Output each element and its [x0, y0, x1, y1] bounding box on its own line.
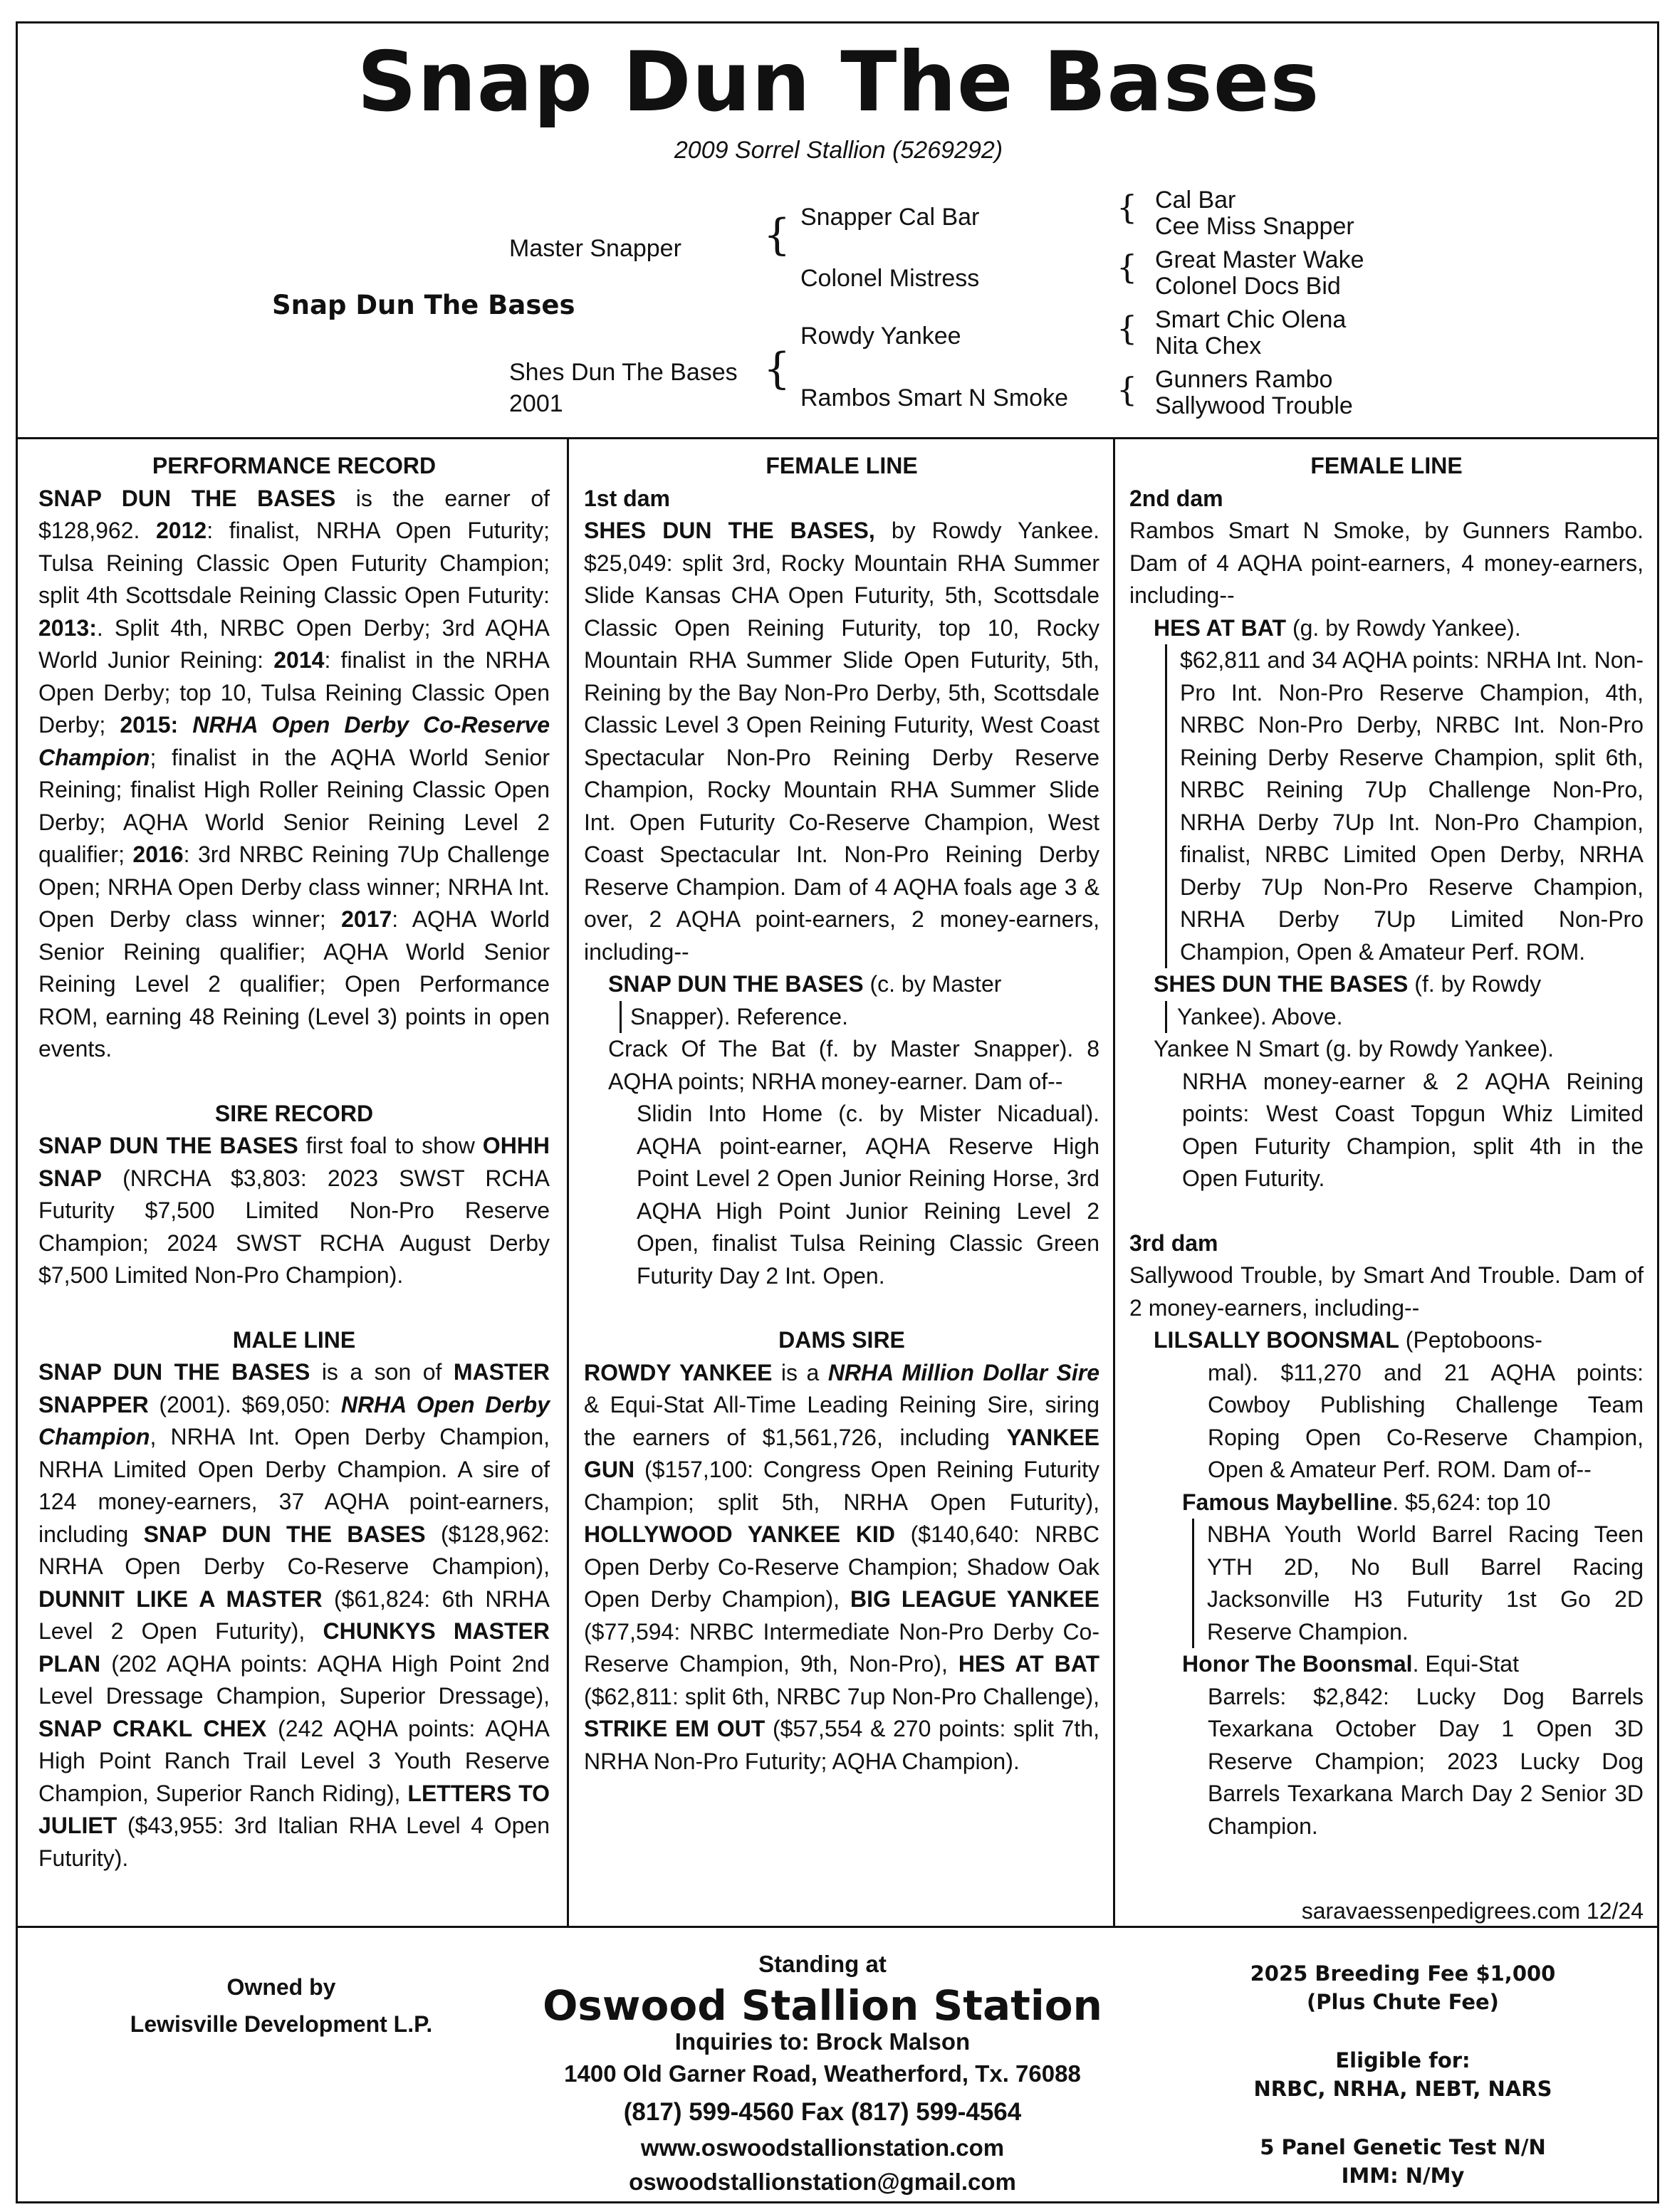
offspring-famous-maybelline: Famous Maybelline. $5,624: top 10	[1182, 1489, 1551, 1515]
column-performance	[38, 450, 550, 1875]
breeding-fee: 2025 Breeding Fee $1,000	[1250, 1961, 1556, 1986]
third-dam-text: Sallywood Trouble, by Smart And Trouble. Dam of 2 money-earners, including--	[1129, 1262, 1644, 1321]
offspring-slidin-into-home: Slidin Into Home (c. by Mister Nicadual). AQHA point-earner, AQHA Reserve High Point Level 2 Open Junior Reining Horse, 3rd AQHA High Point Junior Reining Level 2 Open, finalist Tulsa Reining Classic Green Futurity Day 2 Int. Open.	[637, 1101, 1099, 1289]
first-dam-label: 1st dam	[584, 485, 670, 511]
owner-block	[64, 1969, 498, 2043]
pedigree-dam-dam: Rambos Smart N Smoke	[800, 384, 1068, 412]
sire-record-heading: SIRE RECORD	[214, 1100, 374, 1126]
column-female-line-2	[1129, 450, 1644, 1843]
email: oswoodstallionstation@gmail.com	[629, 2169, 1016, 2195]
brace-left-top: {	[763, 210, 791, 260]
source-credit: saravaessenpedigrees.com 12/24	[1301, 1898, 1644, 1924]
offspring-lilsally-detail: mal). $11,270 and 21 AQHA points: Cowboy Publishing Challenge Team Roping Open Co-Reserve Champion, Open & Amateur Perf. ROM. Dam of--	[1208, 1359, 1644, 1482]
second-dam-text: Rambos Smart N Smoke, by Gunners Rambo. Dam of 4 AQHA point-earners, 4 money-earners, including--	[1129, 518, 1644, 608]
male-line-heading: MALE LINE	[232, 1326, 356, 1353]
offspring-yankee-n-smart-detail: NRHA money-earner & 2 AQHA Reining points: West Coast Topgun Whiz Limited Open Futurity Champion, split 4th in the Open Futurity.	[1182, 1068, 1644, 1191]
website: www.oswoodstallionstation.com	[640, 2134, 1005, 2161]
offspring-shes-dun: SHES DUN THE BASES (f. by Rowdy	[1154, 971, 1542, 997]
column-female-line-1	[584, 450, 1099, 1778]
female-line-heading-2: FEMALE LINE	[1310, 453, 1463, 478]
dams-sire-heading: DAMS SIRE	[778, 1327, 905, 1353]
brace-g2: {	[1117, 248, 1138, 286]
pedigree-sire-dam: Colonel Mistress	[800, 265, 980, 292]
offspring-snap-dun-cont: Snapper). Reference.	[620, 1001, 1099, 1034]
second-dam-label: 2nd dam	[1129, 485, 1223, 511]
pedigree-sire: Master Snapper	[509, 235, 681, 262]
pedigree-g8: Sallywood Trouble	[1155, 392, 1353, 419]
pedigree-subject: Snap Dun The Bases	[272, 290, 575, 320]
offspring-hes-at-bat-detail: $62,811 and 34 AQHA points: NRHA Int. Non-Pro Int. Non-Pro Reserve Champion, 4th, NRBC Non-Pro Derby, NRBC Int. Non-Pro Reining Derby Reserve Champion, split 6th, NRBC Reining 7Up Challenge Non-Pro, NRHA Derby 7Up Int. Non-Pro Champion, finalist, NRBC Limited Open Derby, NRHA Derby 7Up Non-Pro Reserve Champion, NRHA Derby 7Up Limited Non-Pro Champion, Open & Amateur Perf. ROM.	[1165, 644, 1644, 968]
inquiries: Inquiries to: Brock Malson	[674, 2028, 971, 2055]
dams-sire-text: ROWDY YANKEE is a NRHA Million Dollar Sire & Equi-Stat All-Time Leading Reining Sire, siring the earners of $1,561,726, including YANKEE GUN ($157,100: Congress Open Reining Futurity Champion; split 5th, NRHA Open Futurity), HOLLYWOOD YANKEE KID ($140,640: NRBC Open Derby Co-Reserve Champion; Shadow Oak Open Derby Champion), BIG LEAGUE YANKEE ($77,594: NRBC Intermediate Non-Pro Derby Co-Reserve Champion, 9th, Non-Pro), HES AT BAT ($62,811: split 6th, NRBC 7up Non-Pro Challenge), STRIKE EM OUT ($57,554 & 270 points: split 7th, NRHA Non-Pro Futurity; AQHA Champion).	[584, 1359, 1100, 1774]
station-block	[513, 1947, 1132, 2199]
offspring-famous-maybelline-detail: NBHA Youth World Barrel Racing Teen YTH 2D, No Bull Barrel Racing Jacksonville H3 Futurity 1st Go 2D Reserve Champion.	[1192, 1519, 1644, 1648]
offspring-hes-at-bat: HES AT BAT (g. by Rowdy Yankee).	[1154, 614, 1521, 641]
third-dam-label: 3rd dam	[1129, 1230, 1218, 1256]
offspring-shes-dun-cont: Yankee). Above.	[1165, 1001, 1644, 1034]
brace-g4: {	[1117, 370, 1138, 409]
pedigree-g3: Great Master Wake	[1155, 246, 1364, 273]
pedigree-g6: Nita Chex	[1155, 332, 1262, 360]
address: 1400 Old Garner Road, Weatherford, Tx. 76088	[564, 2060, 1081, 2087]
chute-fee: (Plus Chute Fee)	[1307, 1990, 1499, 2014]
fee-block	[1182, 1959, 1624, 2190]
pedigree-g1: Cal Bar	[1155, 187, 1236, 214]
male-line-text: SNAP DUN THE BASES is a son of MASTER SNAPPER (2001). $69,050: NRHA Open Derby Champion, NRHA Int. Open Derby Champion, NRHA Limited Open Derby Champion. A sire of 124 money-earners, 37 AQHA point-earners, including SNAP DUN THE BASES ($128,962: NRHA Open Derby Co-Reserve Champion), DUNNIT LIKE A MASTER ($61,824: 6th NRHA Level 2 Open Futurity), CHUNKYS MASTER PLAN (202 AQHA points: AQHA High Point 2nd Level Dressage Champion, Superior Dressage), SNAP CRAKL CHEX (242 AQHA points: AQHA High Point Ranch Trail Level 3 Youth Reserve Champion, Superior Ranch Riding), LETTERS TO JULIET ($43,955: 3rd Italian RHA Level 4 Open Futurity).	[38, 1359, 550, 1871]
female-line-heading-1: FEMALE LINE	[766, 453, 918, 478]
brace-g3: {	[1117, 309, 1138, 347]
pedigree-dam-sire: Rowdy Yankee	[800, 323, 961, 350]
phone-fax: (817) 599-4560 Fax (817) 599-4564	[623, 2098, 1022, 2126]
imm-status: IMM: N/My	[1341, 2164, 1465, 2188]
divider-col2	[1113, 437, 1115, 1927]
divider-top	[16, 437, 1659, 439]
pedigree-dam: Shes Dun The Bases	[509, 359, 738, 386]
offspring-crack-of-the-bat: Crack Of The Bat (f. by Master Snapper). 8 AQHA points; NRHA money-earner. Dam of--	[608, 1036, 1099, 1094]
page-title: Snap Dun The Bases	[357, 34, 1320, 130]
pedigree-g4: Colonel Docs Bid	[1155, 273, 1341, 300]
offspring-honor-boonsmal-detail: Barrels: $2,842: Lucky Dog Barrels Texarkana October Day 1 Open 3D Reserve Champion; 2023 Lucky Dog Barrels Texarkana March Day 2 Senior 3D Champion.	[1208, 1683, 1644, 1839]
brace-g1: {	[1117, 188, 1138, 226]
offspring-lilsally: LILSALLY BOONSMAL (Peptoboons-	[1154, 1327, 1542, 1353]
performance-text: SNAP DUN THE BASES is the earner of $128,962. 2012: finalist, NRHA Open Futurity; Tulsa Reining Classic Open Futurity Champion; split 4th Scottsdale Reining Classic Open Futurity: 2013:. Split 4th, NRBC Open Derby; 3rd AQHA World Junior Reining: 2014: finalist in the NRHA Open Derby; top 10, Tulsa Reining Classic Open Derby; 2015: NRHA Open Derby Co-Reserve Champion; finalist in the AQHA World Senior Reining; finalist High Roller Reining Classic Open Derby; AQHA World Senior Reining Level 2 qualifier; 2016: 3rd NRBC Reining 7Up Challenge Open; NRHA Open Derby class winner; NRHA Int. Open Derby class winner; 2017: AQHA World Senior Reining qualifier; AQHA World Senior Reining Level 2 qualifier; Open Performance ROM, earning 48 Reining (Level 3) points in open events.	[38, 485, 550, 1062]
first-dam-text: SHES DUN THE BASES, by Rowdy Yankee. $25,049: split 3rd, Rocky Mountain RHA Summer Slide Kansas CHA Open Futurity, 5th, Scottsdale Classic Open Reining Futurity, top 10, Rocky Mountain RHA Summer Slide Open Futurity, 5th, Reining by the Bay Non-Pro Derby, 5th, Scottsdale Classic Level 3 Open Reining Futurity, West Coast Spectacular Non-Pro Reining Derby Reserve Champion, Rocky Mountain RHA Summer Slide Int. Open Futurity Co-Reserve Champion, West Coast Spectacular Int. Non-Pro Reining Derby Reserve Champion. Dam of 4 AQHA foals age 3 & over, 2 AQHA point-earners, 2 money-earners, including--	[584, 518, 1099, 965]
standing-at-label: Standing at	[758, 1951, 887, 1977]
owned-by-label: Owned by	[226, 1974, 336, 2000]
pedigree-dam-year: 2001	[509, 390, 563, 417]
pedigree-sire-sire: Snapper Cal Bar	[800, 204, 980, 231]
pedigree-g2: Cee Miss Snapper	[1155, 213, 1354, 240]
genetic-test: 5 Panel Genetic Test N/N	[1260, 2135, 1546, 2159]
owner-name: Lewisville Development L.P.	[130, 2011, 433, 2037]
eligible-list: NRBC, NRHA, NEBT, NARS	[1253, 2077, 1552, 2101]
offspring-snap-dun: SNAP DUN THE BASES (c. by Master	[608, 971, 1002, 997]
pedigree-g5: Smart Chic Olena	[1155, 306, 1347, 333]
offspring-honor-boonsmal: Honor The Boonsmal. Equi-Stat	[1182, 1651, 1519, 1677]
divider-col1	[567, 437, 569, 1927]
page-subtitle: 2009 Sorrel Stallion (5269292)	[674, 137, 1003, 164]
eligible-label: Eligible for:	[1335, 2048, 1470, 2072]
offspring-yankee-n-smart: Yankee N Smart (g. by Rowdy Yankee).	[1154, 1036, 1555, 1062]
brace-left-bottom: {	[763, 344, 791, 394]
pedigree-g7: Gunners Rambo	[1155, 366, 1333, 393]
performance-heading: PERFORMANCE RECORD	[152, 453, 437, 478]
station-name: Oswood Stallion Station	[543, 1981, 1102, 2030]
sire-record-text: SNAP DUN THE BASES first foal to show OHHH SNAP (NRCHA $3,803: 2023 SWST RCHA Futurity $7,500 Limited Non-Pro Reserve Champion; 2024 SWST RCHA August Derby $7,500 Limited Non-Pro Champion).	[38, 1133, 550, 1288]
